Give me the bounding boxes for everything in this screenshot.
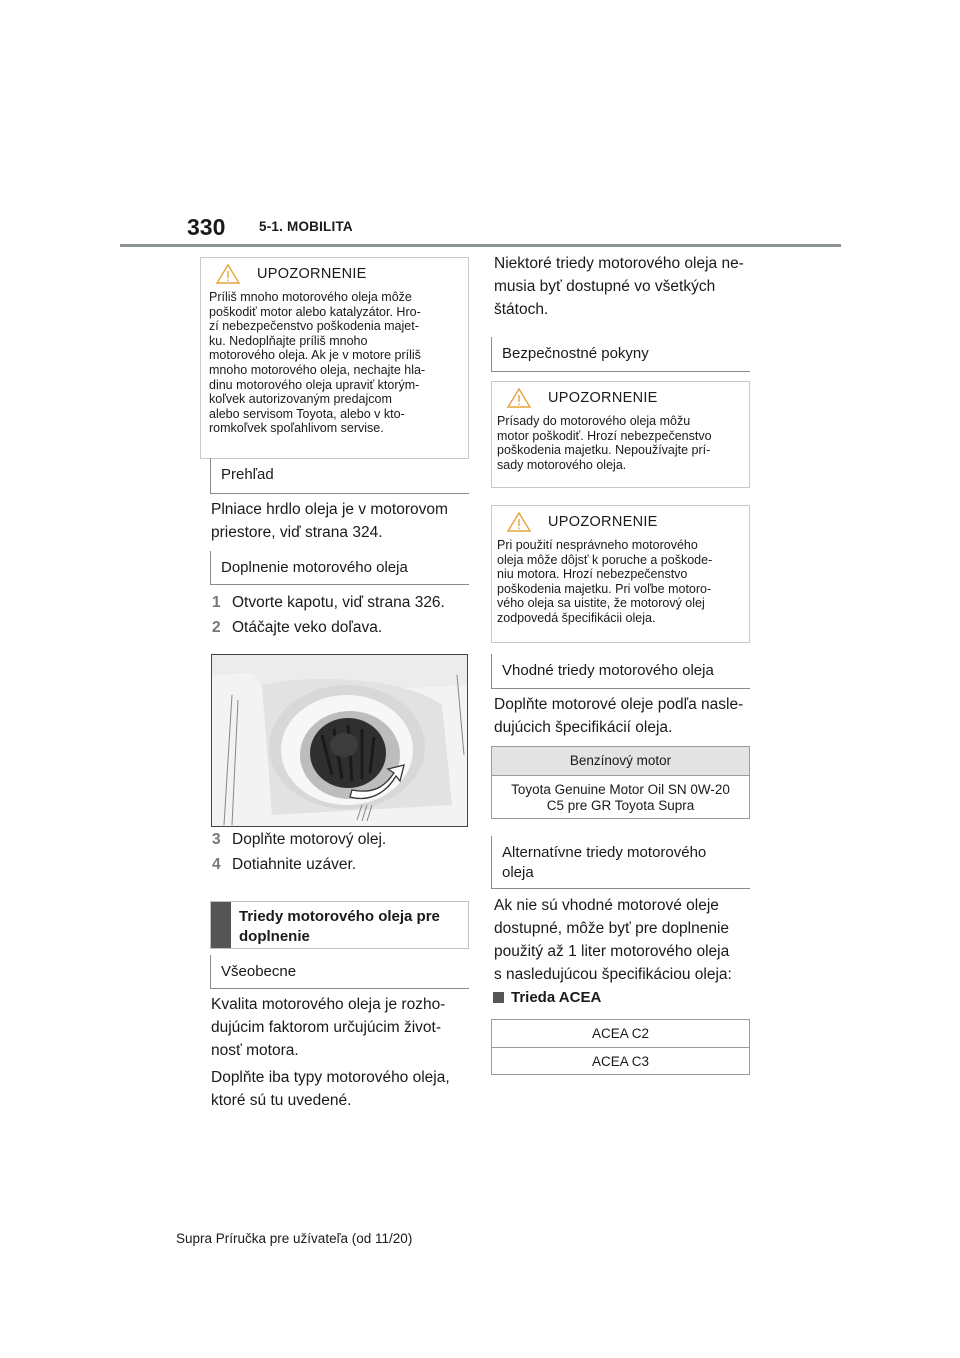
text-line: musia byť dostupné vo všetkých: [494, 278, 716, 295]
table-cell: [492, 776, 749, 820]
step-text: Doplňte motorový olej.: [232, 831, 387, 848]
header-rule: [120, 244, 841, 247]
heading-line: Alternatívne triedy motorového: [502, 844, 707, 861]
text-line: dujúcich špecifikácií oleja.: [494, 719, 673, 736]
page-number: 330: [187, 214, 226, 240]
step-text: Otvorte kapotu, viď strana 326.: [232, 594, 445, 611]
warning-line: vého oleja sa uistite, že motorový olej: [497, 596, 705, 611]
warning-box-overfill: [200, 257, 469, 459]
warning-line: motor poškodiť. Hrozí nebezpečenstvo: [497, 428, 712, 443]
section-heading-text: Všeobecne: [221, 963, 297, 980]
paragraph-availability: [494, 252, 764, 321]
chapter-title: 5-1. MOBILITA: [259, 219, 353, 234]
warning-line: dinu motorového oleja upraviť ktorým-: [209, 377, 420, 392]
warning-box-wrong-oil: [491, 505, 750, 643]
warning-line: alebo servisom Toyota, alebo v kto-: [209, 406, 405, 421]
table-row: ACEA C3: [492, 1047, 749, 1075]
section-heading-refill: [210, 551, 469, 585]
section-heading-safety: [491, 337, 750, 372]
table-row: ACEA C2: [591, 1026, 650, 1041]
text-line: priestore, viď strana 324.: [211, 524, 383, 541]
warning-line: motorového oleja. Ak je v motore príliš: [209, 348, 421, 363]
warning-line: Pri použití nesprávneho motorového: [497, 538, 698, 552]
warning-line: ku. Nedoplňajte príliš mnoho: [209, 333, 368, 348]
warning-triangle-icon: [506, 511, 532, 533]
text-line: Niektoré triedy motorového oleja ne-: [494, 255, 744, 272]
warning-line: sady motorového oleja.: [497, 457, 627, 472]
text-line: nosť motora.: [211, 1042, 299, 1059]
text-line: dujúcim faktorom určujúcim život-: [211, 1019, 441, 1036]
heading-line: Triedy motorového oleja pre: [239, 908, 440, 925]
text-line: použitý až 1 liter motorového oleja: [494, 943, 730, 960]
warning-line: oleja môže dôjsť k poruche a poškode-: [497, 552, 713, 567]
section-heading-oil-classes: [210, 901, 469, 949]
step-number: 2: [212, 619, 221, 636]
step-number: 3: [212, 831, 221, 848]
section-heading-text: Bezpečnostné pokyny: [502, 345, 649, 362]
text-line: ktoré sú tu uvedené.: [211, 1092, 352, 1109]
steps-list-a: [212, 594, 472, 644]
warning-triangle-icon: [215, 263, 241, 285]
warning-title: UPOZORNENIE: [548, 390, 658, 406]
section-heading-overview: [210, 458, 469, 494]
acea-heading-text: Trieda ACEA: [511, 989, 602, 1006]
warning-line: niu motora. Hrozí nebezpečenstvo: [497, 567, 688, 582]
section-heading-text: Doplnenie motorového oleja: [221, 559, 408, 576]
warning-line: romkoľvek spoľahlivom servise.: [209, 421, 384, 436]
cell-line: Toyota Genuine Motor Oil SN 0W-20: [511, 782, 730, 797]
heading-line: doplnenie: [239, 928, 310, 945]
text-line: s nasledujúcou špecifikáciou oleja:: [494, 966, 732, 983]
text-line: dostupné, môže byť pre doplnenie: [494, 920, 730, 937]
paragraph-filler-location: [211, 498, 471, 544]
paragraph-only-listed: [211, 1066, 471, 1112]
section-heading-text: Prehľad: [221, 466, 274, 483]
section-heading-suitable: [491, 654, 750, 689]
warning-line: zodpovedá špecifikácii oleja.: [497, 610, 656, 625]
text-line: Kvalita motorového oleja je rozho-: [211, 996, 446, 1013]
step-number: 1: [212, 594, 221, 611]
step-text: Otáčajte veko doľava.: [232, 619, 383, 636]
table-header: Benzínový motor: [492, 747, 749, 776]
paragraph-fill-spec: [494, 693, 764, 739]
text-line: Doplňte iba typy motorového oleja,: [211, 1069, 450, 1086]
warning-line: Príliš mnoho motorového oleja môže: [209, 290, 412, 304]
text-line: štátoch.: [494, 301, 549, 318]
warning-box-additives: [491, 381, 750, 488]
warning-triangle-icon: [506, 387, 532, 409]
section-heading-general: [210, 955, 469, 989]
oil-filler-cap-illustration: [211, 654, 468, 827]
table-petrol-engine: [491, 746, 750, 819]
acea-class-heading: [493, 989, 601, 1006]
heading-accent-bar: [211, 902, 231, 948]
section-heading-text: Vhodné triedy motorového oleja: [502, 662, 714, 679]
page-footer: Supra Príručka pre užívateľa (od 11/20): [176, 1231, 413, 1246]
square-bullet-icon: [493, 992, 504, 1003]
warning-title: UPOZORNENIE: [257, 266, 367, 282]
warning-line: poškodenia majetku. Nepoužívajte prí-: [497, 443, 711, 458]
steps-list-b: [212, 831, 472, 881]
text-line: Doplňte motorové oleje podľa nasle-: [494, 696, 744, 713]
warning-line: mnoho motorového oleja, nechajte hla-: [209, 362, 426, 377]
warning-title: UPOZORNENIE: [548, 514, 658, 530]
paragraph-alternative: [494, 894, 764, 986]
step-number: 4: [212, 856, 221, 873]
warning-line: koľvek autorizovaným predajcom: [209, 392, 392, 407]
warning-line: poškodiť motor alebo katalyzátor. Hro-: [209, 304, 421, 319]
step-text: Dotiahnite uzáver.: [232, 856, 357, 873]
table-acea: [491, 1019, 750, 1075]
warning-line: Prísady do motorového oleja môžu: [497, 414, 691, 428]
cell-line: C5 pre GR Toyota Supra: [546, 798, 695, 813]
warning-line: poškodenia majetku. Pri voľbe motoro-: [497, 581, 712, 596]
paragraph-quality: [211, 993, 471, 1062]
text-line: Ak nie sú vhodné motorové oleje: [494, 897, 719, 914]
section-heading-alternative: [491, 836, 750, 889]
warning-line: zí nebezpečenstvo poškodenia majet-: [209, 319, 419, 334]
text-line: Plniace hrdlo oleja je v motorovom: [211, 501, 448, 518]
heading-line: oleja: [502, 864, 534, 881]
